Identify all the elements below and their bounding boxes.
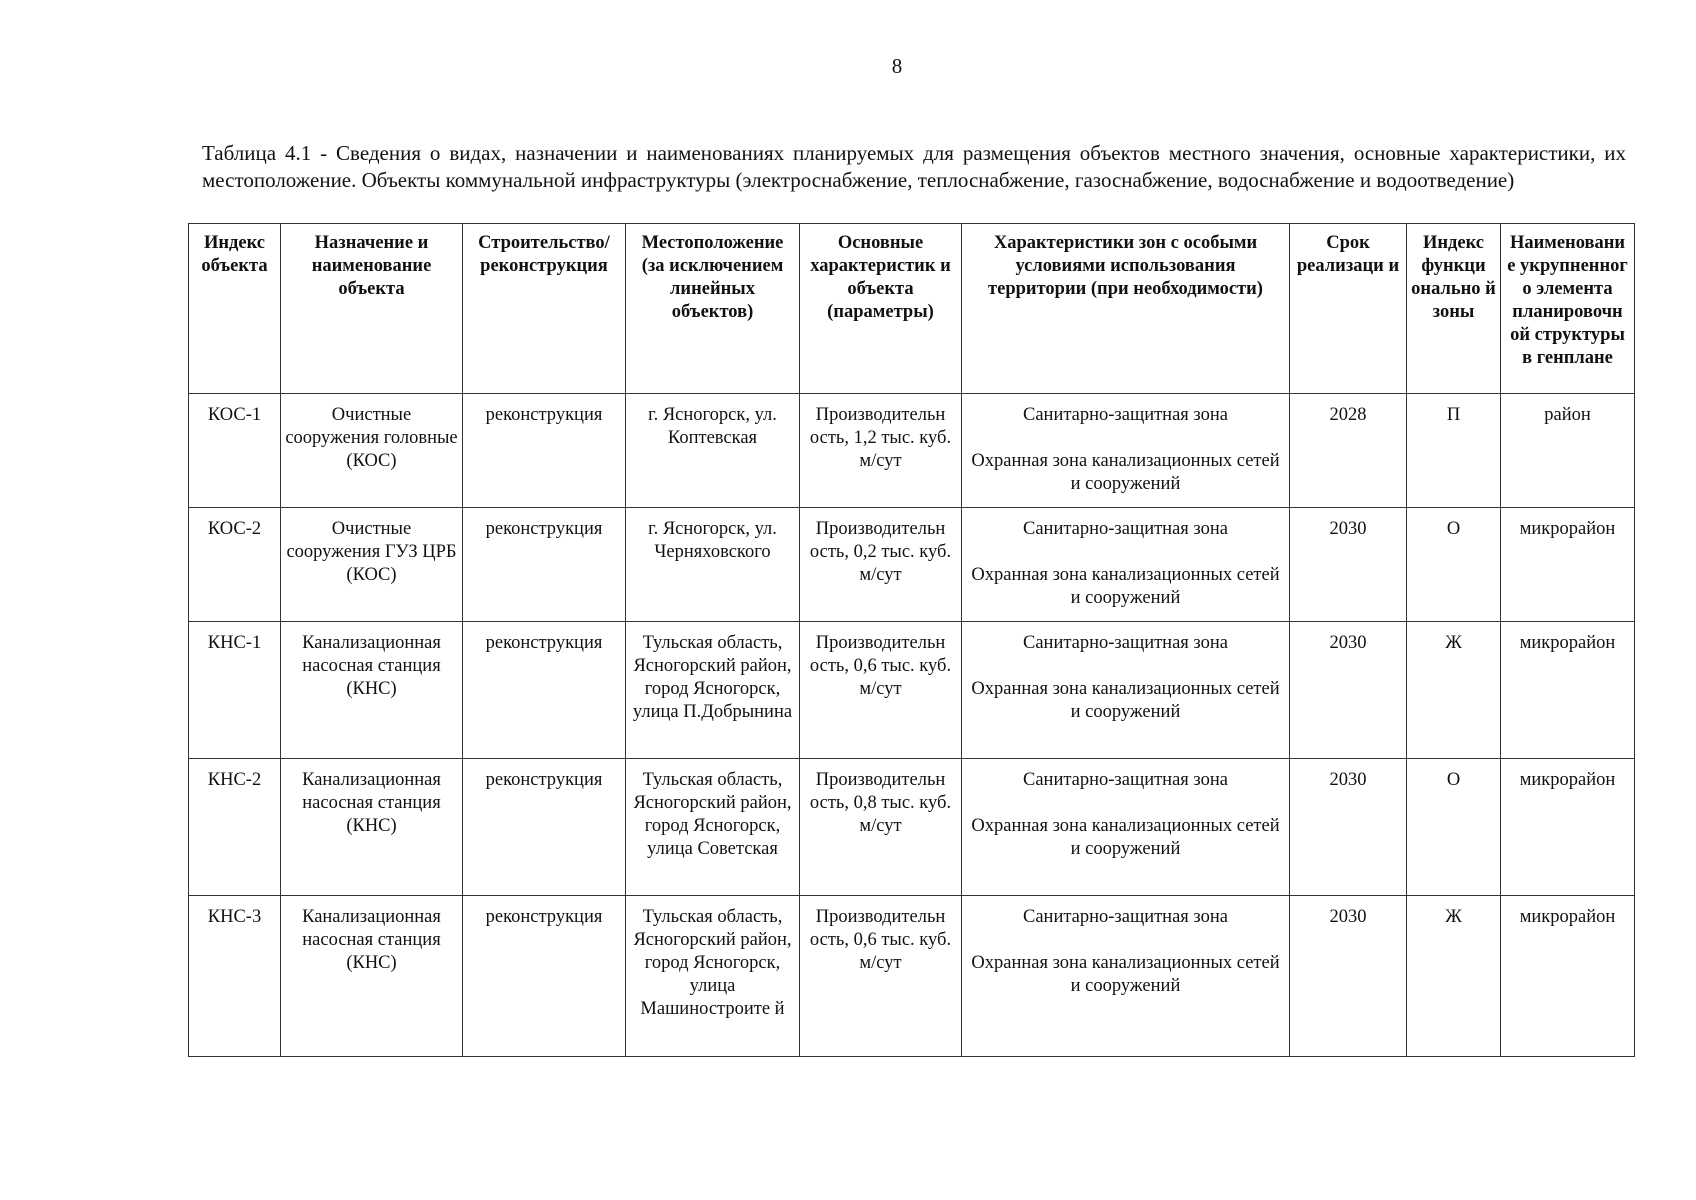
cell-params: Производительн ость, 0,8 тыс. куб. м/сут <box>800 759 962 896</box>
cell-type: реконструкция <box>463 759 626 896</box>
cell-name: Канализационная насосная станция (КНС) <box>281 622 463 759</box>
zone-sanitary: Санитарно-защитная зона <box>1023 405 1228 425</box>
cell-zones <box>962 394 1290 508</box>
cell-element: микрорайон <box>1501 896 1635 1057</box>
table-row <box>189 896 1635 1057</box>
cell-term: 2028 <box>1290 394 1407 508</box>
cell-type: реконструкция <box>463 896 626 1057</box>
cell-func-zone: О <box>1407 759 1501 896</box>
cell-location: Тульская область, Ясногорский район, город Ясногорск, улица П.Добрынина <box>626 622 800 759</box>
header-name: Назначение и наименование объекта <box>281 224 463 394</box>
cell-location: Тульская область, Ясногорский район, город Ясногорск, улица Советская <box>626 759 800 896</box>
cell-location: г. Ясногорск, ул. Черняховского <box>626 508 800 622</box>
table-header-row <box>189 224 1635 394</box>
cell-element: район <box>1501 394 1635 508</box>
zone-sanitary: Санитарно-защитная зона <box>1023 519 1228 539</box>
cell-element: микрорайон <box>1501 622 1635 759</box>
table-row <box>189 759 1635 896</box>
header-params: Основные характеристик и объекта (параметры) <box>800 224 962 394</box>
zone-sanitary: Санитарно-защитная зона <box>1023 633 1228 653</box>
cell-index: КНС-1 <box>189 622 281 759</box>
cell-location: г. Ясногорск, ул. Коптевская <box>626 394 800 508</box>
cell-type: реконструкция <box>463 622 626 759</box>
header-element: Наименовани е укрупненног о элемента планировочн ой структуры в генплане <box>1501 224 1635 394</box>
cell-params: Производительн ость, 0,2 тыс. куб. м/сут <box>800 508 962 622</box>
cell-term: 2030 <box>1290 622 1407 759</box>
cell-element: микрорайон <box>1501 759 1635 896</box>
zone-protective: Охранная зона канализационных сетей и сооружений <box>971 565 1280 608</box>
table-caption: Таблица 4.1 - Сведения о видах, назначении и наименованиях планируемых для размещения объектов местного значения, основные характеристики, их местоположение. Объекты коммунальной инфраструктуры (электроснабжение, теплоснабжение, газоснабжение, водоснабжение и водоотведение) <box>202 141 1626 192</box>
cell-index: КНС-3 <box>189 896 281 1057</box>
page-number: 8 <box>891 54 903 78</box>
zone-protective: Охранная зона канализационных сетей и сооружений <box>971 816 1280 859</box>
objects-table <box>188 223 1635 1057</box>
cell-location: Тульская область, Ясногорский район, город Ясногорск, улица Машиностроите й <box>626 896 800 1057</box>
cell-params: Производительн ость, 0,6 тыс. куб. м/сут <box>800 896 962 1057</box>
cell-zones <box>962 622 1290 759</box>
cell-type: реконструкция <box>463 508 626 622</box>
cell-zones <box>962 896 1290 1057</box>
zone-protective: Охранная зона канализационных сетей и сооружений <box>971 953 1280 996</box>
cell-params: Производительн ость, 0,6 тыс. куб. м/сут <box>800 622 962 759</box>
cell-zones <box>962 759 1290 896</box>
cell-zones <box>962 508 1290 622</box>
cell-func-zone: Ж <box>1407 896 1501 1057</box>
cell-params: Производительн ость, 1,2 тыс. куб. м/сут <box>800 394 962 508</box>
zone-sanitary: Санитарно-защитная зона <box>1023 770 1228 790</box>
cell-index: КОС-2 <box>189 508 281 622</box>
header-location: Местоположение (за исключением линейных объектов) <box>626 224 800 394</box>
cell-func-zone: П <box>1407 394 1501 508</box>
table-row <box>189 394 1635 508</box>
zone-sanitary: Санитарно-защитная зона <box>1023 907 1228 927</box>
cell-term: 2030 <box>1290 508 1407 622</box>
cell-term: 2030 <box>1290 896 1407 1057</box>
cell-element: микрорайон <box>1501 508 1635 622</box>
cell-func-zone: О <box>1407 508 1501 622</box>
zone-protective: Охранная зона канализационных сетей и сооружений <box>971 679 1280 722</box>
table-row <box>189 508 1635 622</box>
header-term: Срок реализаци и <box>1290 224 1407 394</box>
cell-name: Очистные сооружения ГУЗ ЦРБ (КОС) <box>281 508 463 622</box>
table-row <box>189 622 1635 759</box>
cell-index: КНС-2 <box>189 759 281 896</box>
cell-name: Канализационная насосная станция (КНС) <box>281 759 463 896</box>
zone-protective: Охранная зона канализационных сетей и сооружений <box>971 451 1280 494</box>
header-zones: Характеристики зон с особыми условиями использования территории (при необходимости) <box>962 224 1290 394</box>
header-type: Строительство/ реконструкция <box>463 224 626 394</box>
header-func-zone: Индекс функци онально й зоны <box>1407 224 1501 394</box>
cell-type: реконструкция <box>463 394 626 508</box>
cell-name: Канализационная насосная станция (КНС) <box>281 896 463 1057</box>
cell-func-zone: Ж <box>1407 622 1501 759</box>
cell-index: КОС-1 <box>189 394 281 508</box>
header-index: Индекс объекта <box>189 224 281 394</box>
cell-term: 2030 <box>1290 759 1407 896</box>
cell-name: Очистные сооружения головные (КОС) <box>281 394 463 508</box>
